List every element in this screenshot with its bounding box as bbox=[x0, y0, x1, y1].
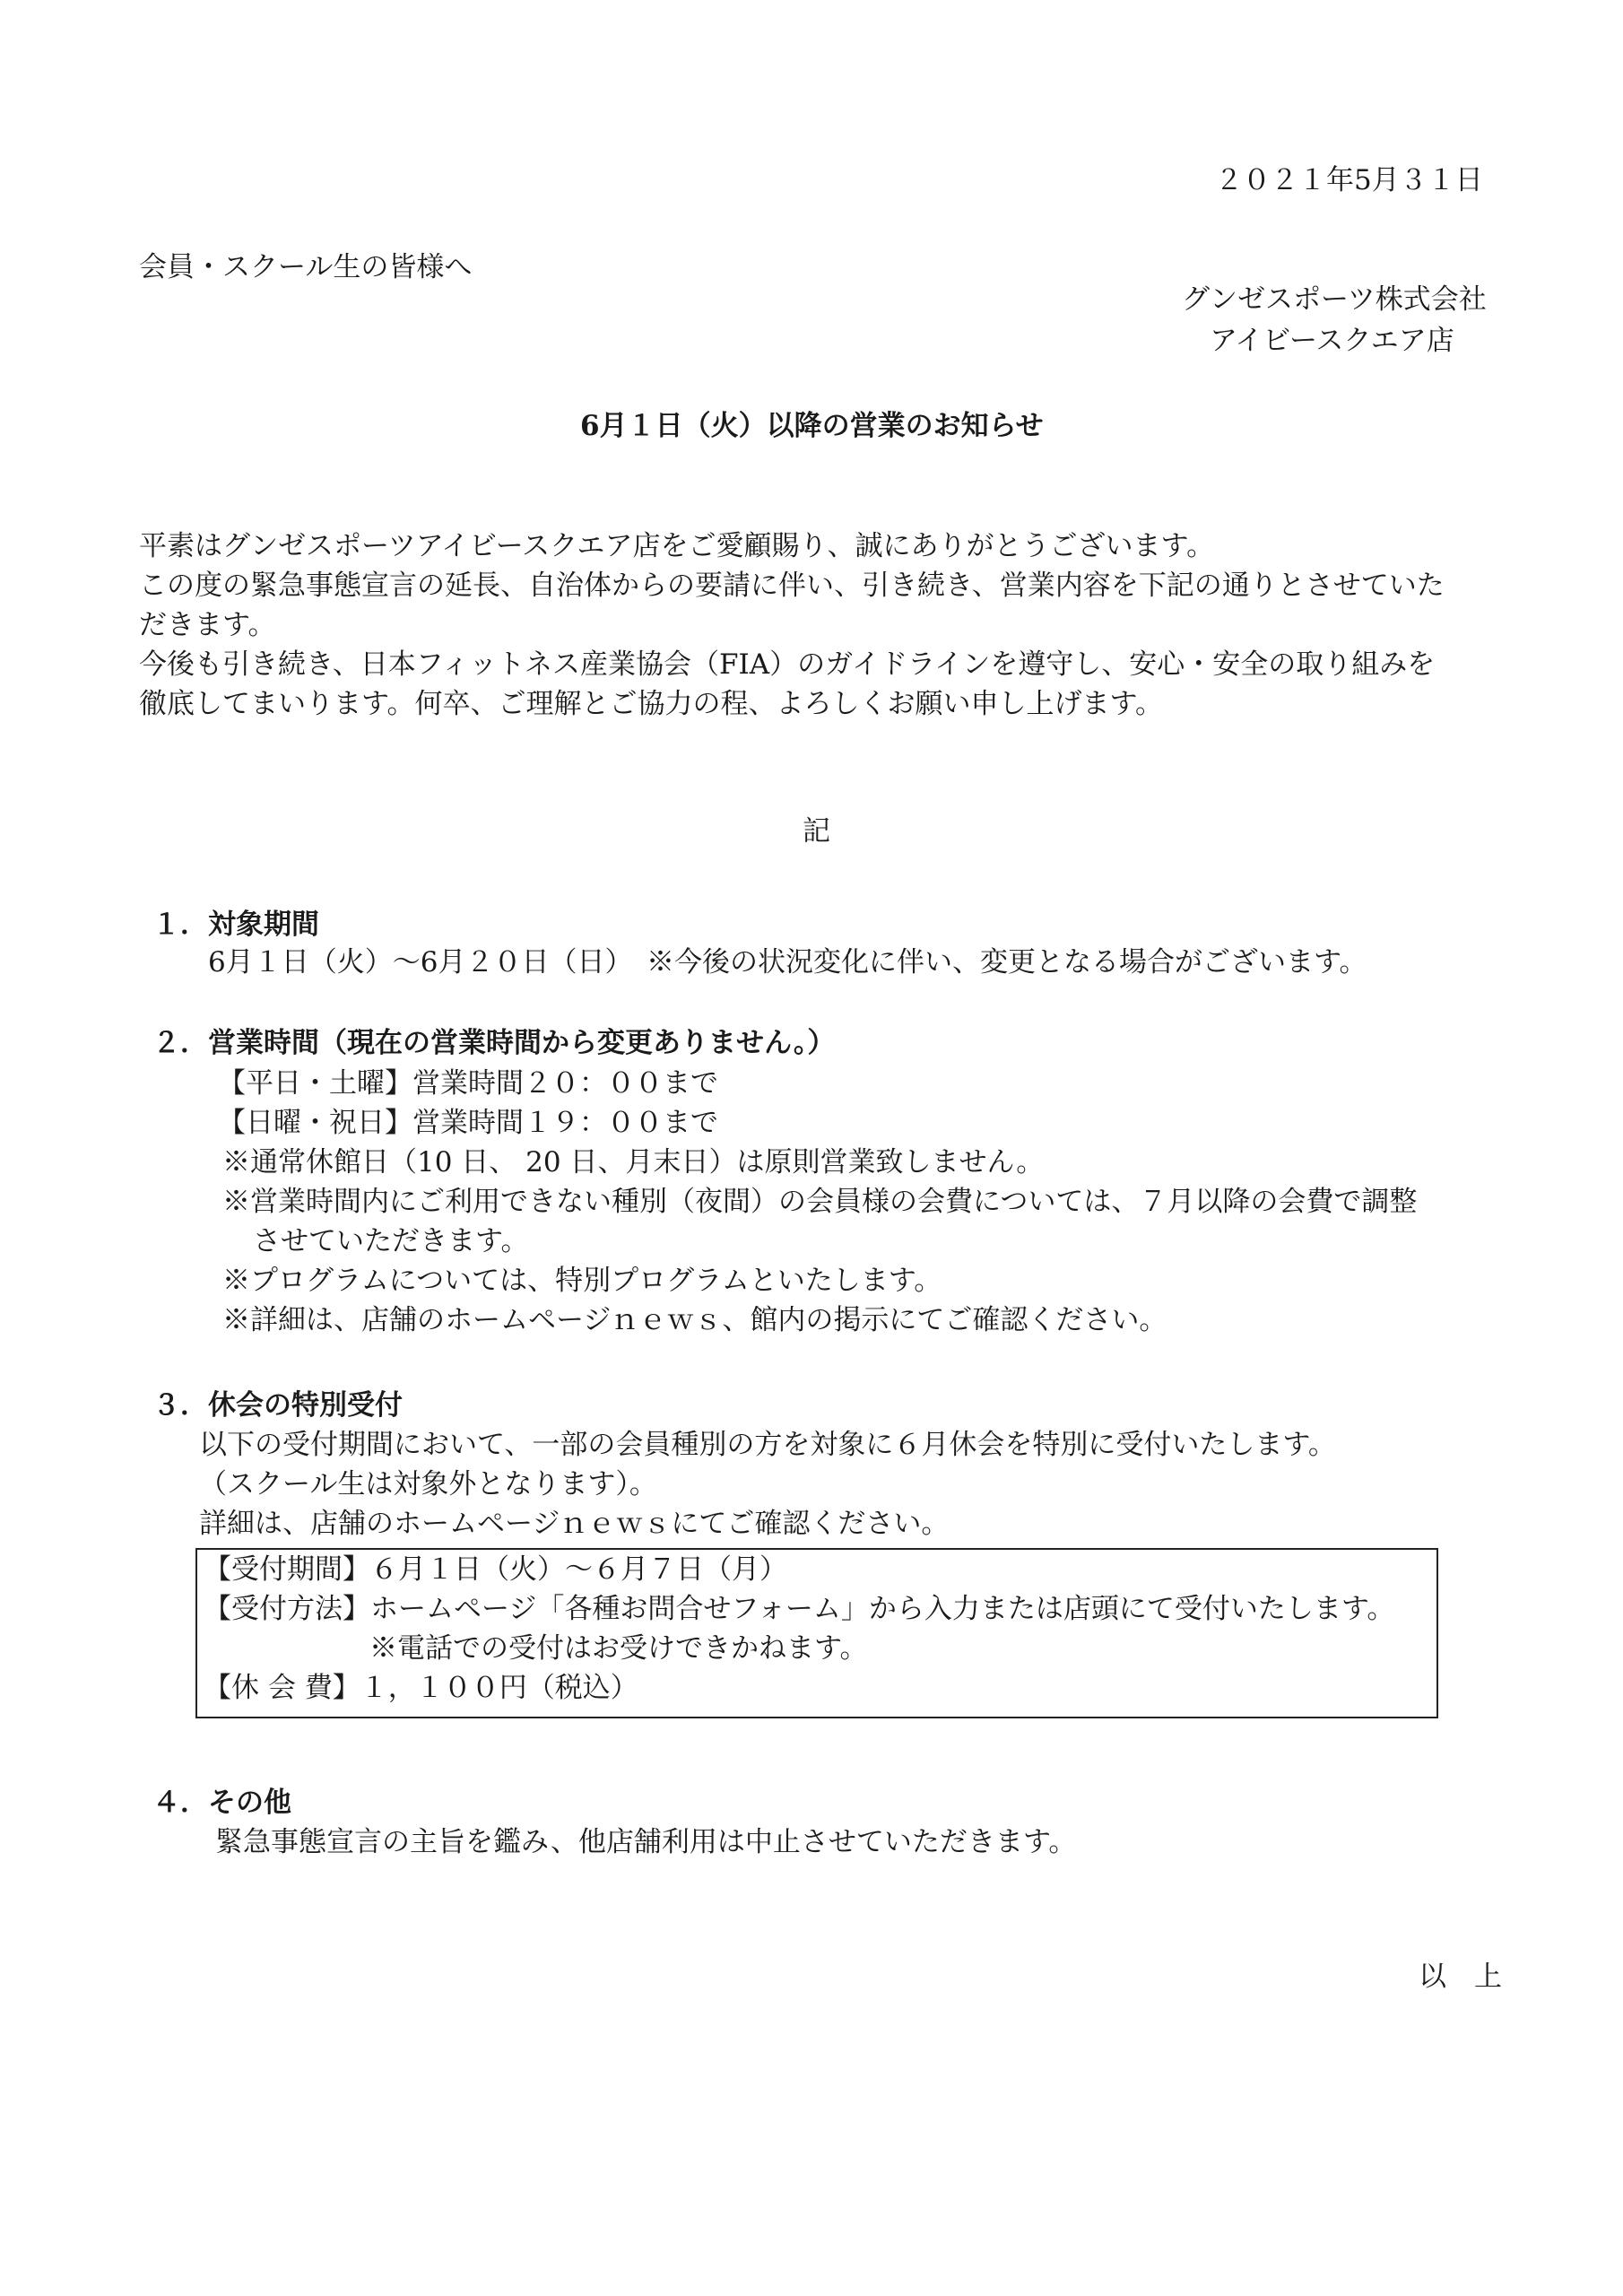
document-date: ２０２１年5月３１日 bbox=[1215, 164, 1483, 196]
recipient-line: 会員・スクール生の皆様へ bbox=[139, 251, 473, 283]
store-name: アイビースクエア店 bbox=[1210, 325, 1454, 357]
intro-line-3: だきます。 bbox=[139, 609, 276, 641]
intro-line-5: 徹底してまいります。何卒、ご理解とご協力の程、よろしくお願い申し上げます。 bbox=[139, 688, 1164, 720]
section-2-heading: ２．営業時間（現在の営業時間から変更ありません。） bbox=[152, 1027, 836, 1059]
section-3-line-1: 以下の受付期間において、一部の会員種別の方を対象に６月休会を特別に受付いたします。 bbox=[199, 1429, 1336, 1461]
box-line-fee: 【休 会 費】１，１００円（税込） bbox=[204, 1672, 638, 1704]
intro-line-1: 平素はグンゼスポーツアイビースクエア店をご愛顧賜り、誠にありがとうございます。 bbox=[139, 530, 1215, 562]
section-2-line-3: ※通常休館日（10 日、 20 日、月末日）は原則営業致しません。 bbox=[222, 1146, 1045, 1178]
box-line-period: 【受付期間】６月１日（火）～６月７日（月） bbox=[204, 1553, 787, 1586]
section-3-heading: ３．休会の特別受付 bbox=[152, 1389, 403, 1422]
section-3-line-2: （スクール生は対象外となります）。 bbox=[199, 1468, 657, 1500]
intro-line-4: 今後も引き続き、日本フィットネス産業協会（FIA）のガイドラインを遵守し、安心・安全の取り組みを bbox=[139, 648, 1436, 681]
box-line-method: 【受付方法】ホームページ「各種お問合せフォーム」から入力または店頭にて受付いたします。 bbox=[204, 1593, 1395, 1625]
section-2-line-1: 【平日・土曜】営業時間２０：００まで bbox=[218, 1067, 718, 1100]
company-name: グンゼスポーツ株式会社 bbox=[1182, 283, 1487, 316]
section-2-line-2: 【日曜・祝日】営業時間１９：００まで bbox=[218, 1107, 718, 1139]
section-2-line-5: させていただきます。 bbox=[253, 1225, 529, 1257]
closing-mark: 以 上 bbox=[1419, 1961, 1502, 1993]
section-1-line-1: 6月１日（火）～6月２０日（日） ※今後の状況変化に伴い、変更となる場合がございます。 bbox=[208, 946, 1367, 978]
section-1-heading: １．対象期間 bbox=[152, 909, 319, 941]
ki-marker: 記 bbox=[803, 815, 830, 848]
section-4-line-1: 緊急事態宣言の主旨を鑑み、他店舗利用は中止させていただきます。 bbox=[215, 1826, 1077, 1858]
document-title: 6月１日（火）以降の営業のお知らせ bbox=[580, 410, 1044, 442]
section-4-heading: ４．その他 bbox=[152, 1787, 291, 1819]
section-2-line-6: ※プログラムについては、特別プログラムといたします。 bbox=[222, 1265, 942, 1297]
box-line-phone-note: ※電話での受付はお受けできかねます。 bbox=[369, 1632, 868, 1665]
intro-line-2: この度の緊急事態宣言の延長、自治体からの要請に伴い、引き続き、営業内容を下記の通りとさせていた bbox=[139, 570, 1445, 602]
section-2-line-7: ※詳細は、店舗のホームページｎｅｗｓ、館内の掲示にてご確認ください。 bbox=[222, 1304, 1167, 1336]
section-2-line-4: ※営業時間内にご利用できない種別（夜間）の会員様の会費については、７月以降の会費で調整 bbox=[222, 1186, 1418, 1218]
section-3-line-3: 詳細は、店舗のホームページｎｅｗｓにてご確認ください。 bbox=[199, 1508, 950, 1540]
